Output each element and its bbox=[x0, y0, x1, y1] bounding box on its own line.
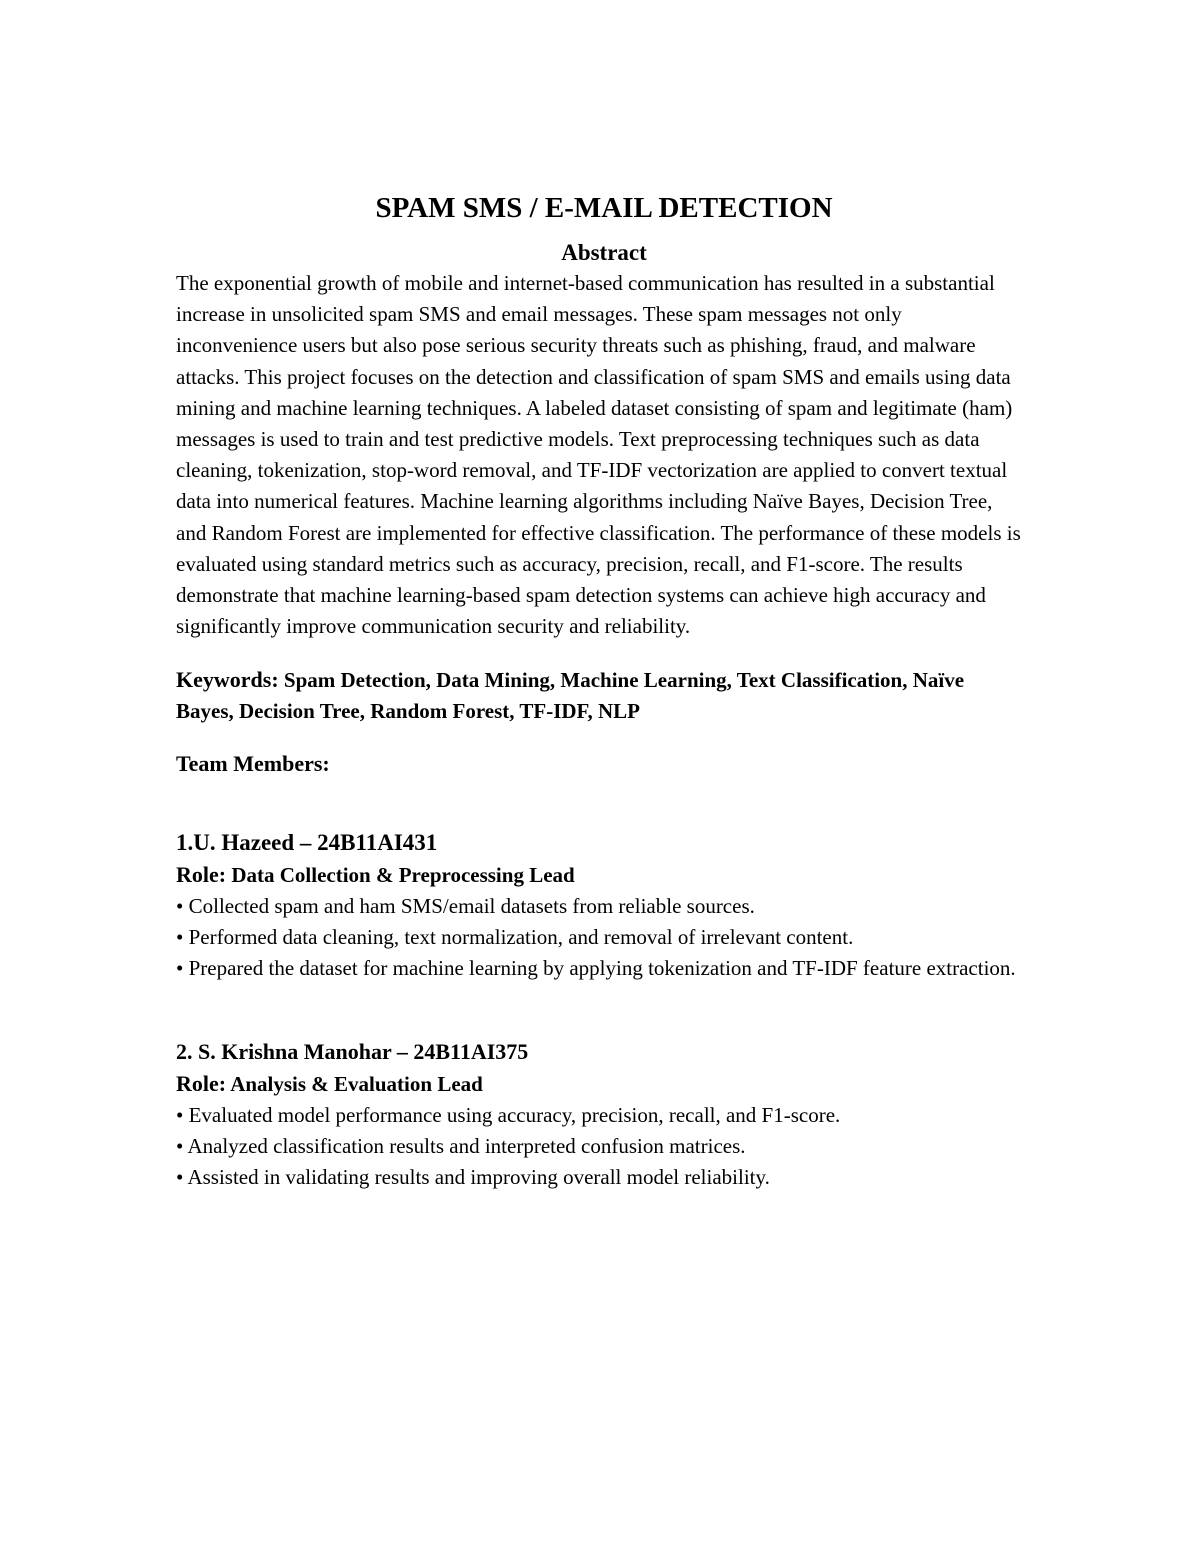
role-label: Role: bbox=[176, 1071, 227, 1097]
abstract-text: The exponential growth of mobile and internet-based communication has resulted in a substantial increase in unsolicited spam SMS and email messages. These spam messages not only inconvenience users but also pose serious security threats such as phishing, fraud, and malware attacks. This project focuses on the detection and classification of spam SMS and emails using data mining and machine learning techniques. A labeled dataset consisting of spam and legitimate (ham) messages is used to train and test predictive models. Text preprocessing techniques such as data cleaning, tokenization, stop-word removal, and TF-IDF vectorization are applied to convert textual data into numerical features. Machine learning algorithms including Naïve Bayes, Decision Tree, and Random Forest are implemented for effective classification. The performance of these models is evaluated using standard metrics such as accuracy, precision, recall, and F1-score. The results demonstrate that machine learning-based spam detection systems can achieve high accuracy and significantly improve communication security and reliability. bbox=[176, 271, 1021, 639]
member-name bbox=[176, 827, 1024, 859]
role-text: Analysis & Evaluation Lead bbox=[230, 1072, 483, 1097]
role-text: Data Collection & Preprocessing Lead bbox=[231, 863, 575, 888]
member-role bbox=[176, 859, 1024, 891]
member-number: 2. bbox=[176, 1039, 193, 1065]
responsibility-list bbox=[176, 891, 1024, 984]
list-item: • Evaluated model performance using accuracy, precision, recall, and F1-score. bbox=[176, 1103, 841, 1128]
team-heading: Team Members: bbox=[176, 751, 330, 777]
role-label: Role: bbox=[176, 862, 227, 888]
keywords bbox=[176, 664, 1024, 727]
list-item: • Prepared the dataset for machine learning by applying tokenization and TF-IDF feature extraction. bbox=[176, 956, 1016, 981]
document-page bbox=[176, 188, 1024, 1193]
member-role bbox=[176, 1068, 1024, 1100]
list-item: • Analyzed classification results and interpreted confusion matrices. bbox=[176, 1134, 746, 1159]
member-name-text: U. Hazeed – 24B11AI431 bbox=[193, 830, 438, 856]
list-item: • Assisted in validating results and improving overall model reliability. bbox=[176, 1165, 770, 1190]
abstract-heading: Abstract bbox=[561, 240, 647, 265]
member-number: 1. bbox=[176, 830, 194, 856]
responsibility-list bbox=[176, 1100, 1024, 1193]
list-item: • Collected spam and ham SMS/email datasets from reliable sources. bbox=[176, 894, 755, 919]
keywords-label: Keywords: bbox=[176, 667, 279, 693]
team-member bbox=[176, 827, 1024, 984]
member-name bbox=[176, 1036, 1024, 1068]
team-member bbox=[176, 1036, 1024, 1193]
list-item: • Performed data cleaning, text normalization, and removal of irrelevant content. bbox=[176, 925, 854, 950]
document-title: SPAM SMS / E-MAIL DETECTION bbox=[375, 192, 833, 224]
member-name-text: S. Krishna Manohar – 24B11AI375 bbox=[198, 1039, 529, 1065]
keywords-text: Spam Detection, Data Mining, Machine Learning, Text Classification, Naïve Bayes, Decision Tree, Random Forest, TF-IDF, NLP bbox=[176, 668, 965, 724]
